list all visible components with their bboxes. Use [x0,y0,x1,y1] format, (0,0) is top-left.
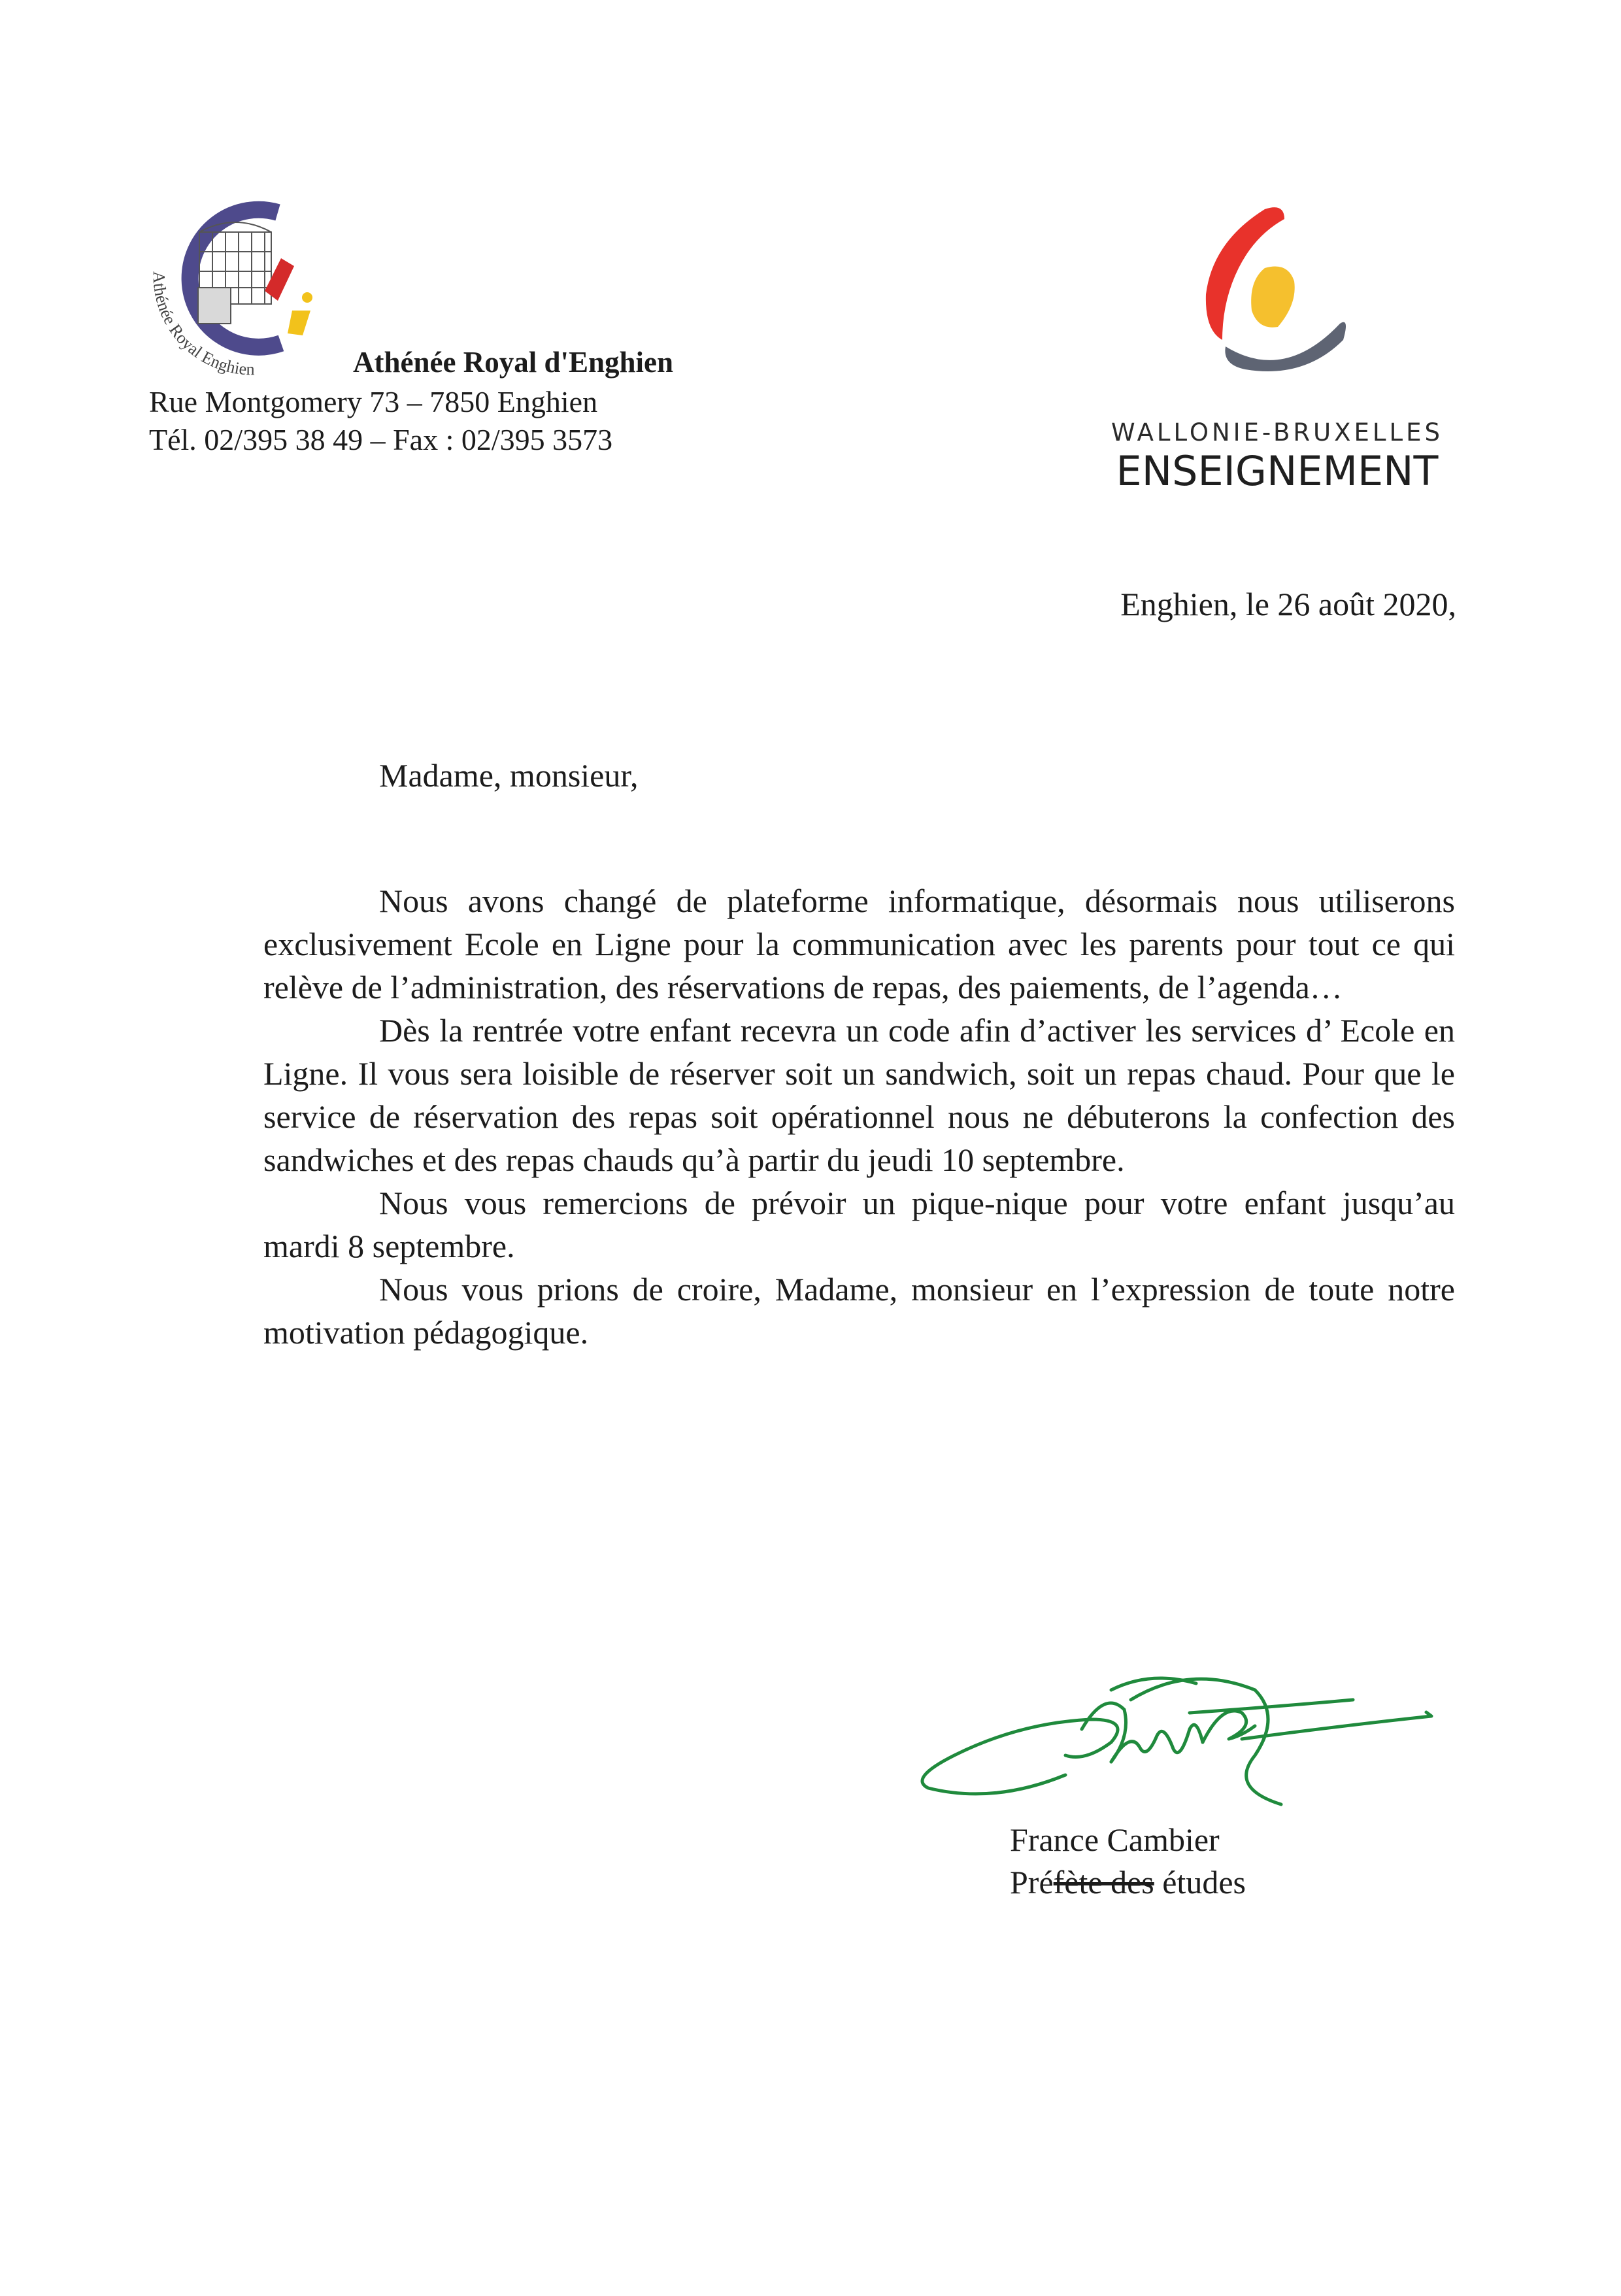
school-address: Rue Montgomery 73 – 7850 Enghien [149,385,598,418]
school-phone: Tél. 02/395 38 49 – Fax : 02/395 3573 [149,423,613,456]
wbe-name-line1: WALLONIE-BRUXELLES [1111,418,1443,447]
signer-name: France Cambier [1010,1821,1220,1858]
school-name: Athénée Royal d'Enghien [353,346,674,379]
letter-date: Enghien, le 26 août 2020, [1120,586,1456,622]
paragraph: Nous vous prions de croire, Madame, monsieur en l’expression de toute notre motivation pédagogique. [263,1271,1455,1351]
wbe-logo-slate-swoosh [1225,322,1346,371]
handwritten-signature [915,1651,1451,1814]
wbe-name-line2: ENSEIGNEMENT [1116,447,1439,495]
signer-title [1010,1863,1246,1901]
paragraph: Nous avons changé de plateforme informatique, désormais nous utiliserons exclusivement Ecole en Ligne pour la communication avec les parents pour tout ce qui relève de l’administration, des réservations de repas, des paiements, de l’agenda… [263,883,1455,1005]
letter-body [263,879,1455,1354]
signer-title-part: Pré [1010,1864,1054,1900]
signer-title-part: études [1154,1864,1246,1900]
wbe-logo-yellow-drop [1251,267,1295,328]
salutation: Madame, monsieur, [379,757,639,794]
school-logo-text: Athénée Royal Enghien [149,271,255,379]
paragraph: Dès la rentrée votre enfant recevra un code afin d’activer les services d’ Ecole en Ligne. Il vous sera loisible de réserver soit un sandwich, soit un repas chaud. Pour que le service de réservation des repas soit opérationnel nous ne débuterons la confection des sandwiches et des repas chauds qu’à partir du jeudi 10 septembre. [263,1012,1455,1178]
paragraph: Nous vous remercions de prévoir un pique-nique pour votre enfant jusqu’au mardi 8 septembre. [263,1185,1455,1264]
school-logo [141,186,363,402]
wbe-logo [1186,190,1363,386]
signer-title-struck-part: fète des [1053,1864,1154,1900]
